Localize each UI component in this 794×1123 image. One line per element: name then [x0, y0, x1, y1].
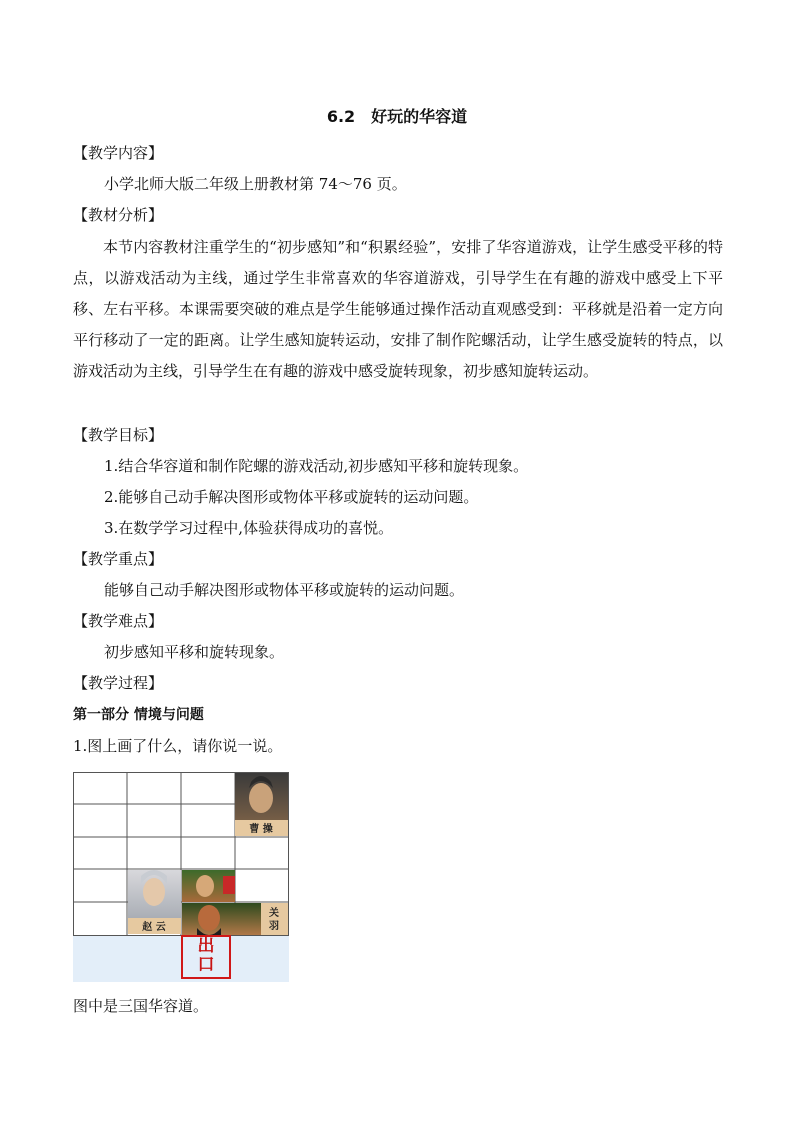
exit-char-1: 出	[197, 936, 215, 956]
goal-item: 2.能够自己动手解决图形或物体平移或旋转的运动问题。	[104, 488, 479, 506]
label-cao-cao: 曹 操	[249, 824, 273, 835]
label-guan-yu-2: 羽	[269, 921, 279, 932]
heading-key: 【教学重点】	[73, 550, 164, 568]
exit-char-2: 口	[197, 955, 215, 975]
figure-caption: 图中是三国华容道。	[73, 997, 209, 1015]
part1-heading: 第一部分 情境与问题	[73, 707, 204, 723]
label-zhao-yun: 赵 云	[142, 922, 166, 933]
heading-difficulty: 【教学难点】	[73, 612, 164, 630]
heading-analysis: 【教材分析】	[73, 206, 164, 224]
exit-box	[181, 935, 231, 979]
goal-item: 3.在数学学习过程中,体验获得成功的喜悦。	[104, 519, 394, 537]
soldier-tile	[182, 870, 235, 902]
key-text: 能够自己动手解决图形或物体平移或旋转的运动问题。	[104, 581, 465, 599]
heading-content: 【教学内容】	[73, 144, 164, 162]
content-text: 小学北师大版二年级上册教材第 74～76 页。	[104, 175, 407, 193]
page-title: 6.2 好玩的华容道	[326, 107, 468, 126]
question-1: 1.图上画了什么，请你说一说。	[73, 737, 283, 755]
analysis-text: 本节内容教材注重学生的“初步感知”和“积累经验”，安排了华容道游戏，让学生感受平移的特点，以游戏活动为主线，通过学生非常喜欢的华容道游戏，引导学生在有趣的游戏中感受上下平移、左右平移。本课需要突破的难点是学生能够通过操作活动直观感受到：平移就是沿着一定方向平行移动了一定的距离。让学生感知旋转运动，安排了制作陀螺活动，让学生感受旋转的特点，以游戏活动为主线，引导学生在有趣的游戏中感受旋转现象，初步感知旋转运动。	[73, 238, 723, 380]
goal-item: 1.结合华容道和制作陀螺的游戏活动,初步感知平移和旋转现象。	[104, 457, 529, 475]
huarongdao-puzzle-image	[73, 772, 289, 982]
heading-goals: 【教学目标】	[73, 426, 164, 444]
heading-process: 【教学过程】	[73, 674, 164, 692]
label-guan-yu-1: 关	[269, 908, 279, 919]
difficulty-text: 初步感知平移和旋转现象。	[104, 643, 285, 661]
